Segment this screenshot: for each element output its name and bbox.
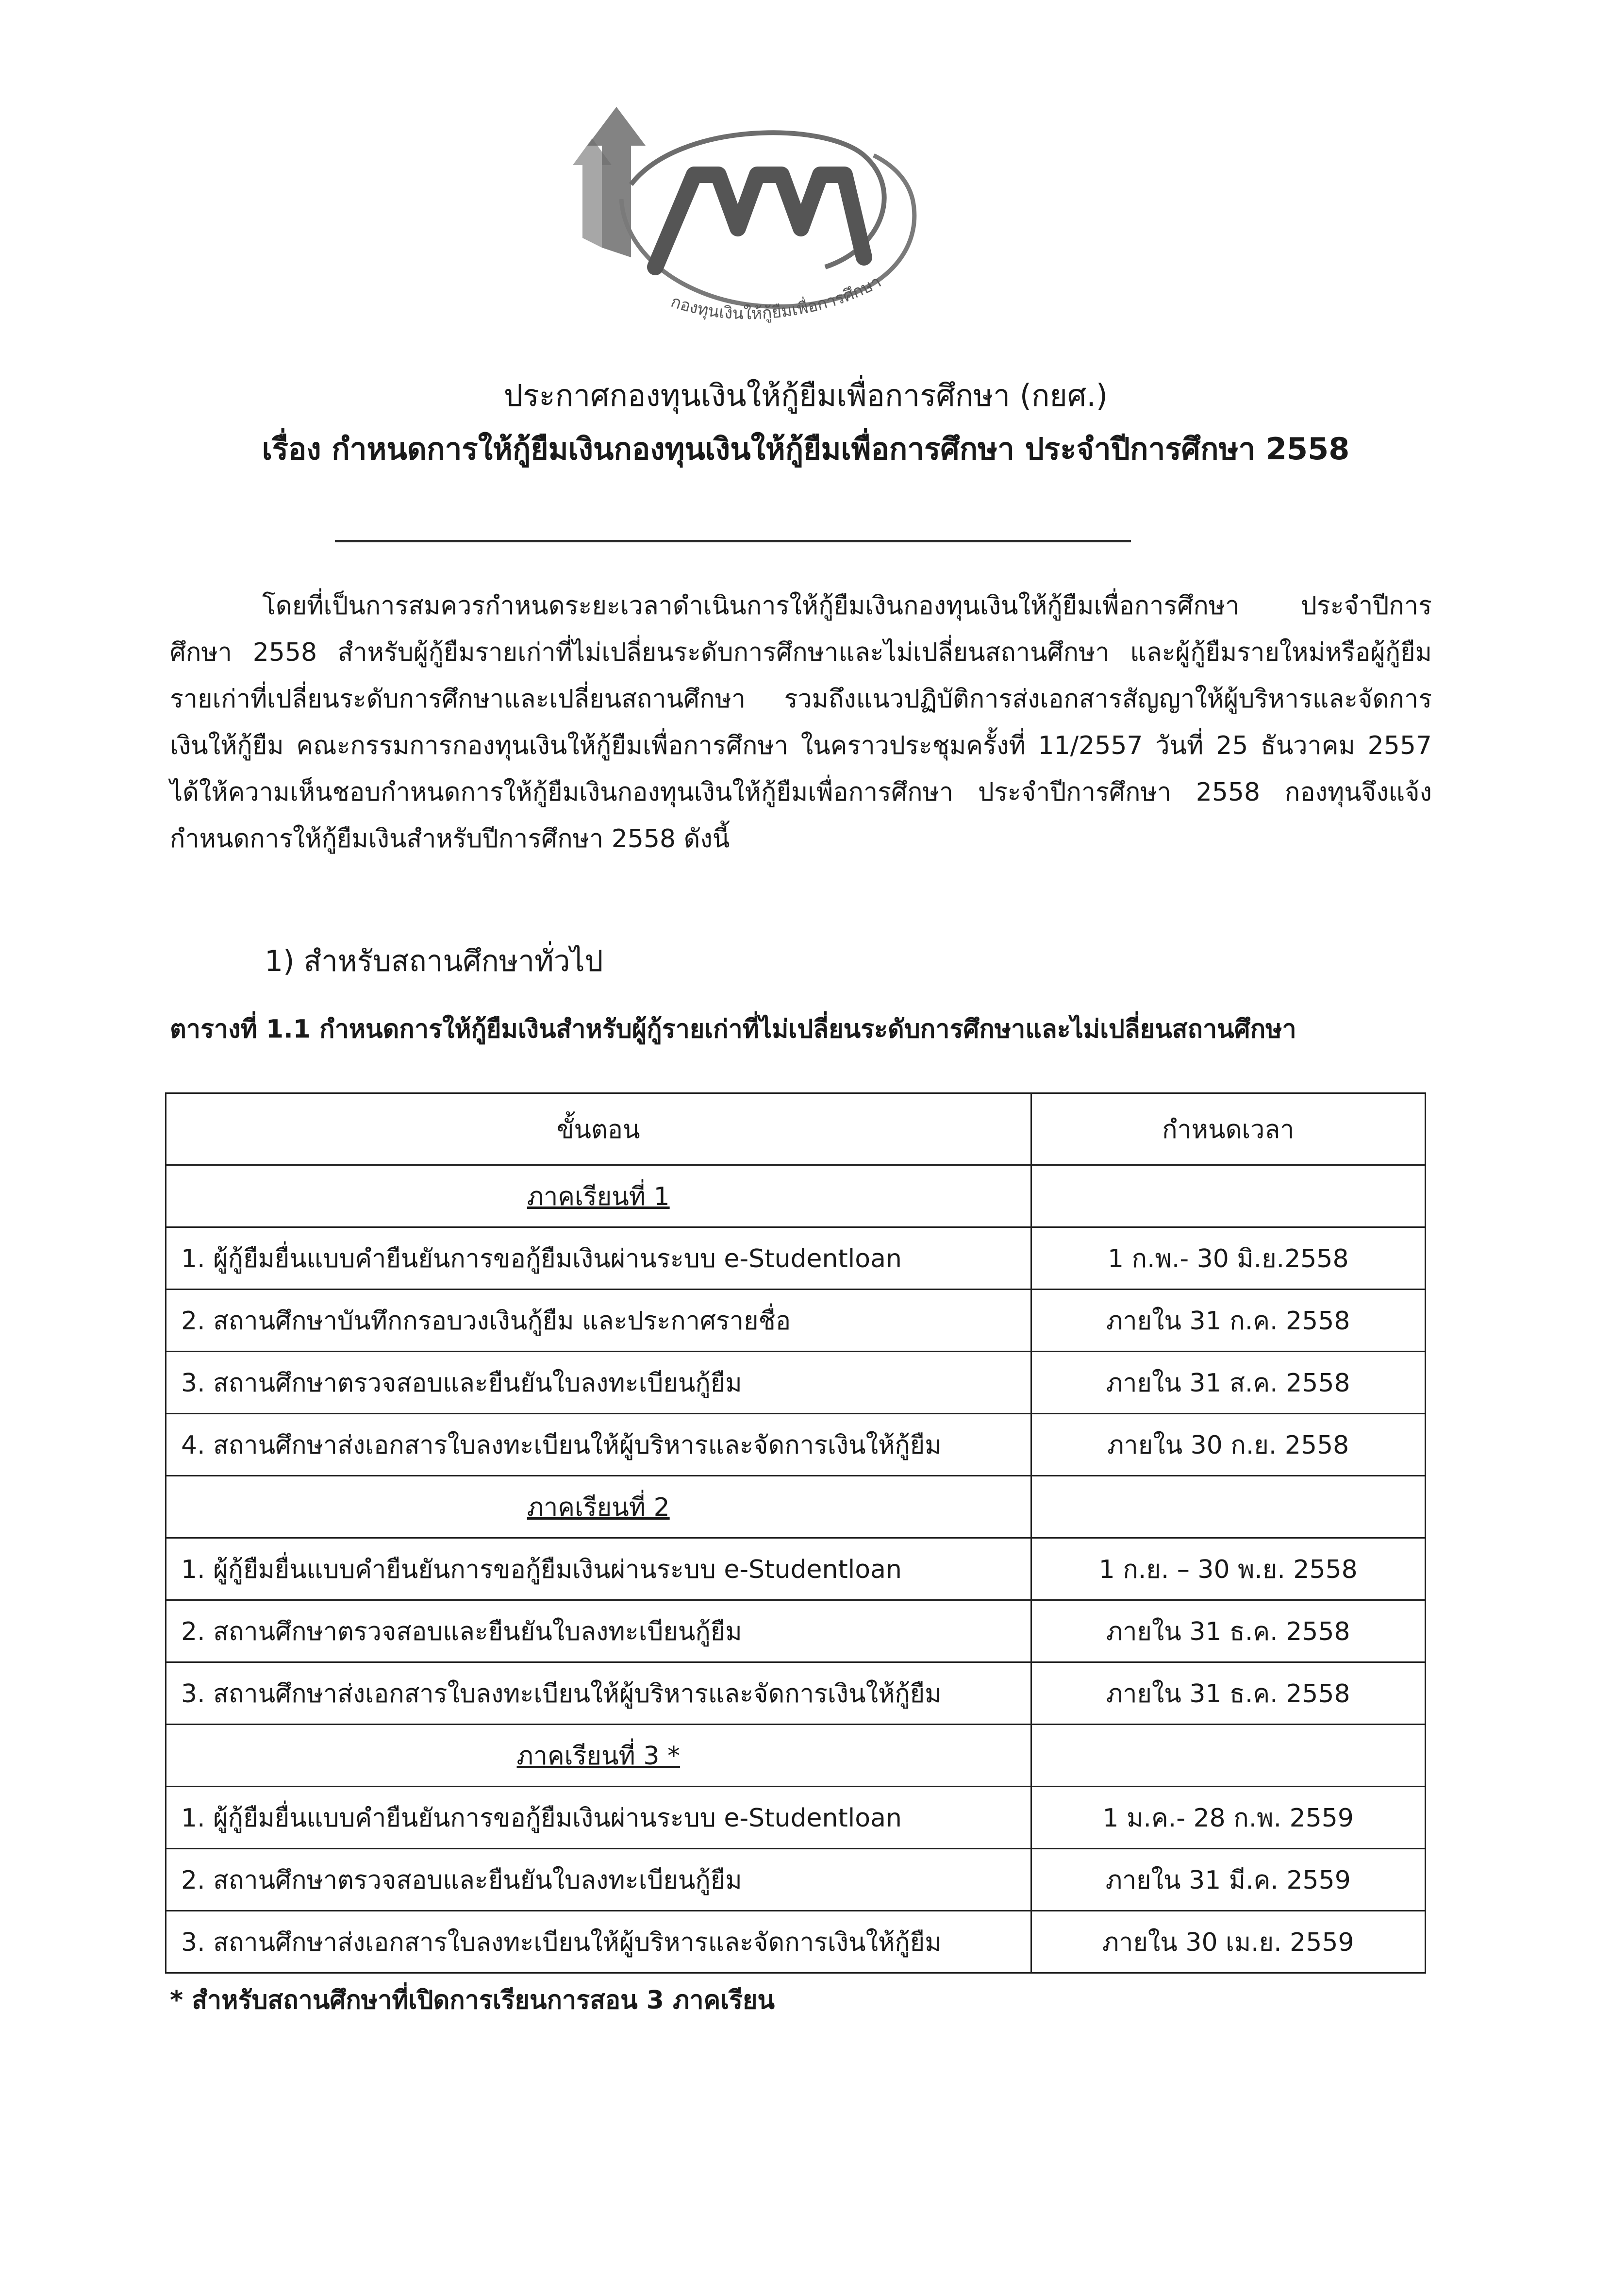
step-cell: 3. สถานศึกษาส่งเอกสารใบลงทะเบียนให้ผู้บริหารและจัดการเงินให้กู้ยืม (166, 1662, 1031, 1725)
table-row (166, 1414, 1426, 1476)
table-row (166, 1352, 1426, 1414)
header-deadline: กำหนดเวลา (1031, 1093, 1425, 1165)
table-row (166, 1787, 1426, 1849)
deadline-cell: ภายใน 31 ธ.ค. 2558 (1031, 1662, 1425, 1725)
title-divider (335, 540, 1131, 542)
deadline-cell: ภายใน 31 ก.ค. 2558 (1031, 1290, 1425, 1352)
term-empty-cell (1031, 1725, 1425, 1787)
deadline-cell: ภายใน 30 เม.ย. 2559 (1031, 1911, 1425, 1973)
step-cell: 1. ผู้กู้ยืมยื่นแบบคำยืนยันการขอกู้ยืมเงินผ่านระบบ e-Studentloan (166, 1227, 1031, 1290)
step-cell: 3. สถานศึกษาตรวจสอบและยืนยันใบลงทะเบียนกู้ยืม (166, 1352, 1031, 1414)
table-header-row (166, 1093, 1426, 1165)
svg-text:กองทุนเงินให้กู้ยืมเพื่อการศึก (668, 272, 884, 323)
table-caption: ตารางที่ 1.1 กำหนดการให้กู้ยืมเงินสำหรับผู้กู้รายเก่าที่ไม่เปลี่ยนระดับการศึกษาและไม่เปลี่ยนสถานศึกษา (170, 1015, 1296, 1044)
table-row (166, 1538, 1426, 1600)
table-row (166, 1662, 1426, 1725)
term-label: ภาคเรียนที่ 2 (166, 1476, 1031, 1538)
deadline-cell: 1 ม.ค.- 28 ก.พ. 2559 (1031, 1787, 1425, 1849)
term-empty-cell (1031, 1476, 1425, 1538)
term-row (166, 1165, 1426, 1227)
deadline-cell: 1 ก.ย. – 30 พ.ย. 2558 (1031, 1538, 1425, 1600)
section-heading: 1) สำหรับสถานศึกษาทั่วไป (265, 944, 603, 978)
table-row (166, 1911, 1426, 1973)
announcement-subject: เรื่อง กำหนดการให้กู้ยืมเงินกองทุนเงินให้กู้ยืมเพื่อการศึกษา ประจำปีการศึกษา 2558 (262, 431, 1350, 467)
step-cell: 2. สถานศึกษาตรวจสอบและยืนยันใบลงทะเบียนกู้ยืม (166, 1849, 1031, 1911)
term-row (166, 1725, 1426, 1787)
deadline-cell: ภายใน 31 มี.ค. 2559 (1031, 1849, 1425, 1911)
step-cell: 2. สถานศึกษาตรวจสอบและยืนยันใบลงทะเบียนกู้ยืม (166, 1600, 1031, 1662)
term-empty-cell (1031, 1165, 1425, 1227)
term-label: ภาคเรียนที่ 1 (166, 1165, 1031, 1227)
loan-fund-logo (573, 102, 932, 345)
table-row (166, 1227, 1426, 1290)
step-cell: 3. สถานศึกษาส่งเอกสารใบลงทะเบียนให้ผู้บริหารและจัดการเงินให้กู้ยืม (166, 1911, 1031, 1973)
deadline-cell: ภายใน 31 ธ.ค. 2558 (1031, 1600, 1425, 1662)
header-step: ขั้นตอน (166, 1093, 1031, 1165)
table-row (166, 1290, 1426, 1352)
term-row (166, 1476, 1426, 1538)
footnote: * สำหรับสถานศึกษาที่เปิดการเรียนการสอน 3 ภาคเรียน (170, 1986, 775, 2015)
title-block (97, 369, 1514, 476)
intro-paragraph (170, 583, 1432, 862)
step-cell: 2. สถานศึกษาบันทึกกรอบวงเงินกู้ยืม และประกาศรายชื่อ (166, 1290, 1031, 1352)
schedule-table (165, 1092, 1426, 1974)
table-row (166, 1600, 1426, 1662)
table-row (166, 1849, 1426, 1911)
term-label: ภาคเรียนที่ 3 * (166, 1725, 1031, 1787)
announcement-title: ประกาศกองทุนเงินให้กู้ยืมเพื่อการศึกษา (กยศ.) (503, 378, 1108, 413)
logo-tagline: กองทุนเงินให้กู้ยืมเพื่อการศึกษา (668, 272, 885, 324)
intro-text: โดยที่เป็นการสมควรกำหนดระยะเวลาดำเนินการให้กู้ยืมเงินกองทุนเงินให้กู้ยืมเพื่อการศึกษา ประจำปีการศึกษา 2558 สำหรับผู้กู้ยืมรายเก่าที่ไม่เปลี่ยนระดับการศึกษาและไม่เปลี่ยนสถานศึกษา และผู้กู้ยืมรายใหม่หรือผู้กู้ยืมรายเก่าที่เปลี่ยนระดับการศึกษาและเปลี่ยนสถานศึกษา รวมถึงแนวปฏิบัติการส่งเอกสารสัญญาให้ผู้บริหารและจัดการเงินให้กู้ยืม คณะกรรมการกองทุนเงินให้กู้ยืมเพื่อการศึกษา ในคราวประชุมครั้งที่ 11/2557 วันที่ 25 ธันวาคม 2557 ได้ให้ความเห็นชอบกำหนดการให้กู้ยืมเงินกองทุนเงินให้กู้ยืมเพื่อการศึกษา ประจำปีการศึกษา 2558 กองทุนจึงแจ้งกำหนดการให้กู้ยืมเงินสำหรับปีการศึกษา 2558 ดังนี้ (170, 591, 1432, 854)
deadline-cell: ภายใน 30 ก.ย. 2558 (1031, 1414, 1425, 1476)
step-cell: 1. ผู้กู้ยืมยื่นแบบคำยืนยันการขอกู้ยืมเงินผ่านระบบ e-Studentloan (166, 1538, 1031, 1600)
deadline-cell: 1 ก.พ.- 30 มิ.ย.2558 (1031, 1227, 1425, 1290)
step-cell: 1. ผู้กู้ยืมยื่นแบบคำยืนยันการขอกู้ยืมเงินผ่านระบบ e-Studentloan (166, 1787, 1031, 1849)
step-cell: 4. สถานศึกษาส่งเอกสารใบลงทะเบียนให้ผู้บริหารและจัดการเงินให้กู้ยืม (166, 1414, 1031, 1476)
deadline-cell: ภายใน 31 ส.ค. 2558 (1031, 1352, 1425, 1414)
